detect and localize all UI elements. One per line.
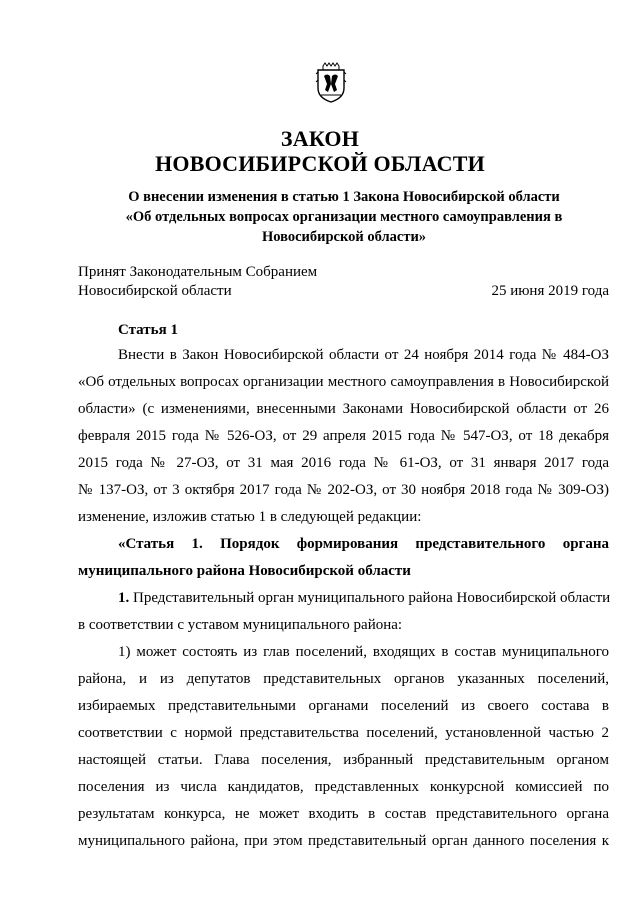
paragraph-1-number: 1. — [118, 590, 130, 606]
article-body-line: изменение, изложив статью 1 в следующей редакции: — [78, 509, 422, 525]
paragraph-1-line1 — [118, 585, 610, 612]
article-body-line: 2015 года № 27-ОЗ, от 31 мая 2016 года № 61-ОЗ, от 31 января 2017 года — [78, 455, 609, 471]
paragraph-1-line2: в соответствии с уставом муниципального района: — [78, 617, 403, 633]
subparagraph-1-line: муниципального района, при этом представительный орган данного поселения к — [78, 833, 609, 849]
adoption-date: 25 июня 2019 года — [491, 283, 609, 299]
subparagraph-1-line: результатам конкурса, не может входить в состав представительного органа — [78, 806, 609, 822]
adopted-by-line1: Принят Законодательным Собранием — [78, 264, 318, 280]
subparagraph-1-line: настоящей статьи. Глава поселения, избранный представительным органом — [78, 752, 609, 768]
article-body-line: «Об отдельных вопросах организации местного самоуправления в Новосибирской — [78, 374, 609, 390]
article-heading: Статья 1 — [118, 322, 178, 338]
article-body-line: области» (с изменениями, внесенными Законами Новосибирской области от 26 — [78, 401, 609, 417]
adopted-by-line2: Новосибирской области — [78, 283, 232, 299]
paragraph-1-text: Представительный орган муниципального района Новосибирской области — [133, 590, 611, 606]
article-body-line: Внести в Закон Новосибирской области от 24 ноября 2014 года № 484-ОЗ — [118, 347, 609, 363]
article-body-line: февраля 2015 года № 526-ОЗ, от 29 апреля 2015 года № 547-ОЗ, от 18 декабря — [78, 428, 609, 444]
subparagraph-1-line: 1) может состоять из глав поселений, входящих в состав муниципального — [118, 644, 609, 660]
subtitle-line1: О внесении изменения в статью 1 Закона Новосибирской области — [128, 189, 560, 205]
subtitle-line3: Новосибирской области» — [261, 229, 427, 245]
subparagraph-1-line: соответствии с нормой представительства поселений, установленной частью 2 — [78, 725, 609, 741]
law-title-line1: ЗАКОН — [280, 126, 360, 151]
article-body-line: № 137-ОЗ, от 3 октября 2017 года № 202-ОЗ, от 30 ноября 2018 года № 309-ОЗ) — [78, 482, 609, 498]
subtitle-line2: «Об отдельных вопросах организации местного самоуправления в — [125, 209, 563, 225]
coat-of-arms-emblem — [314, 62, 348, 104]
subparagraph-1-line: избираемых представительными органами поселений из своего состава в — [78, 698, 609, 714]
subparagraph-1-line: района, и из депутатов представительных органов указанных поселений, — [78, 671, 609, 687]
quoted-article-heading-line2: муниципального района Новосибирской области — [78, 563, 411, 579]
law-title-line2: НОВОСИБИРСКОЙ ОБЛАСТИ — [155, 151, 485, 176]
subparagraph-1-line: поселения из числа кандидатов, представленных конкурсной комиссией по — [78, 779, 609, 795]
quoted-article-heading-line1: «Статья 1. Порядок формирования представительного органа — [118, 536, 609, 552]
